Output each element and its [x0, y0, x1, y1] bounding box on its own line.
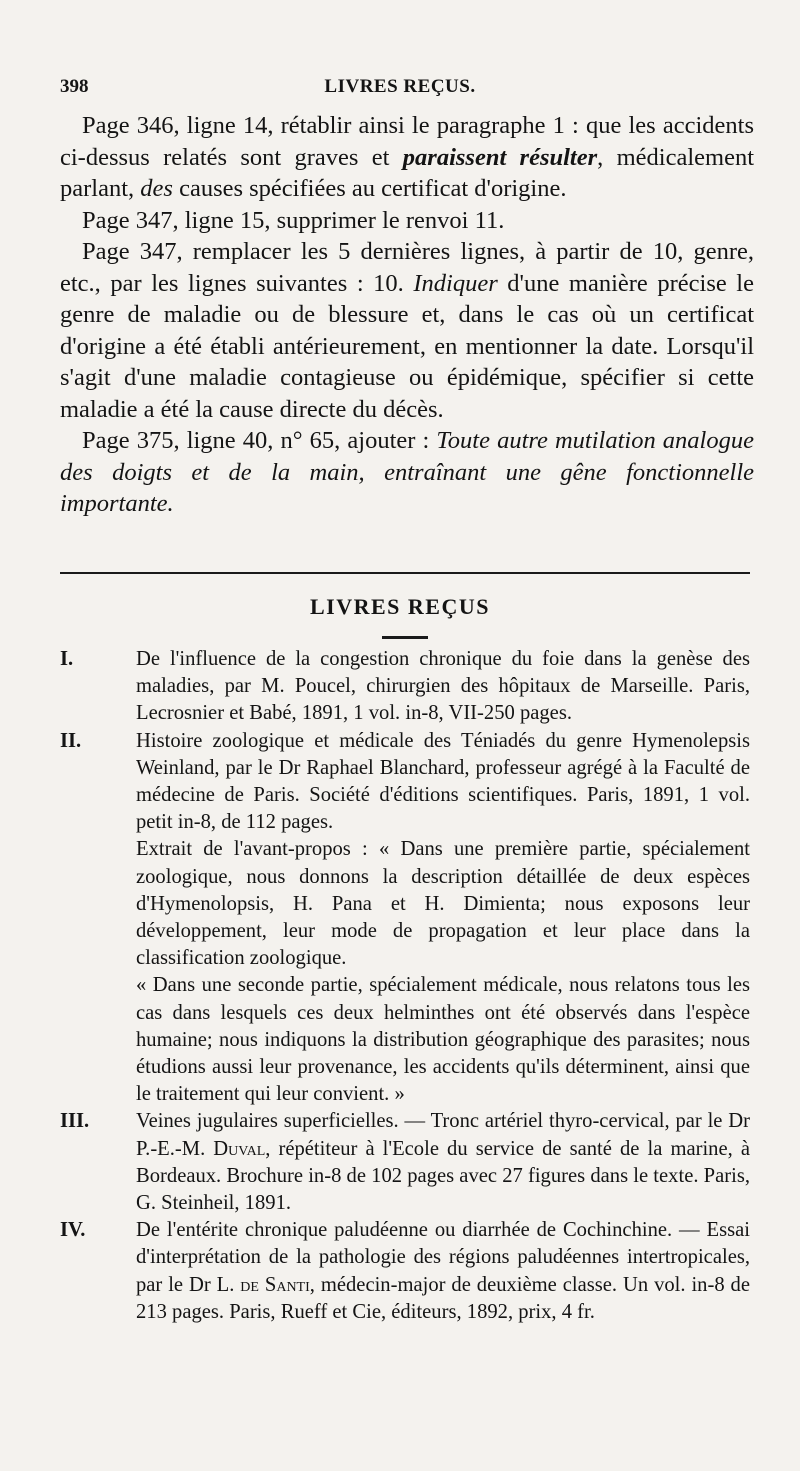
title-underline: [382, 636, 428, 639]
list-item: [60, 1108, 750, 1217]
item-numeral: IV.: [60, 1219, 86, 1242]
page-number: 398: [60, 76, 89, 97]
errata-section: [60, 110, 754, 520]
item-text: De l'influence de la congestion chronique du foie dans la genèse des maladies, par M. Poucel, chirurgien des hôpitaux de Marseille. Paris, Lecrosnier et Babé, 1891, 1 vol. in-8, VII-250 pages.: [136, 648, 750, 725]
item-text: Veines jugulaires superficielles. — Tronc artériel thyro-cervical, par le Dr P.-E.-M. Duval, répétiteur à l'Ecole du service de santé de la marine, à Bordeaux. Brochure in-8 de 102 pages avec 27 figures dans le texte. Paris, G. Steinheil, 1891.: [136, 1110, 750, 1215]
list-item: [60, 646, 750, 728]
list-item: [60, 1217, 750, 1326]
section-title: LIVRES REÇUS: [310, 594, 490, 619]
section-divider: [60, 572, 750, 574]
item-numeral: I.: [60, 648, 74, 670]
list-item: [60, 728, 750, 1109]
running-title: LIVRES REÇUS.: [324, 76, 476, 97]
errata-paragraph: Page 346, ligne 14, rétablir ainsi le paragraphe 1 : que les accidents ci-dessus relatés sont graves et paraissent résulter, médicalement parlant, des causes spécifiées au certificat d'origine.: [60, 112, 754, 202]
excerpt-paragraph: Extrait de l'avant-propos : « Dans une première partie, spécialement zoologique, nous donnons la description détaillée de deux espèces d'Hymenolopsis, H. Pana et H. Dimienta; nous exposons leur développement, leur mode de propagation et leur place dans la classification zoologique.: [136, 838, 750, 970]
books-list: [60, 646, 750, 1326]
errata-paragraph: Page 347, ligne 15, supprimer le renvoi 11.: [82, 206, 505, 234]
item-text: Histoire zoologique et médicale des Téniadés du genre Hymenolepsis Weinland, par le Dr Raphael Blanchard, professeur agrégé à la Faculté de médecine de Paris. Société d'éditions scientifiques. Paris, 1891, 1 vol. petit in-8, de 112 pages.: [136, 729, 750, 834]
errata-paragraph: Page 347, remplacer les 5 dernières lignes, à partir de 10, genre, etc., par les lignes suivantes : 10. Indiquer d'une manière précise le genre de maladie ou de blessure et, dans le cas où un certificat d'origine a été établi antérieurement, en mentionner la date. Lorsqu'il s'agit d'une maladie contagieuse ou épidémique, spécifier si cette maladie a été la cause directe du décès.: [60, 238, 754, 423]
excerpt: [136, 836, 750, 1108]
item-text: De l'entérite chronique paludéenne ou diarrhée de Cochinchine. — Essai d'interprétation de la pathologie des régions paludéennes intertropicales, par le Dr L. de Santi, médecin-major de deuxième classe. Un vol. in-8 de 213 pages. Paris, Rueff et Cie, éditeurs, 1892, prix, 4 fr.: [136, 1219, 750, 1323]
item-numeral: III.: [60, 1110, 90, 1133]
item-numeral: II.: [60, 729, 82, 752]
errata-paragraph: Page 375, ligne 40, n° 65, ajouter : Toute autre mutilation analogue des doigts et de la main, entraînant une gêne fonctionnelle importante.: [60, 427, 754, 517]
page-header: [60, 76, 740, 104]
excerpt-paragraph: « Dans une seconde partie, spécialement médicale, nous relatons tous les cas dans lesquels ces deux helminthes ont été observés dans l'espèce humaine; nous indiquons la distribution géographique des parasites; nous étudions aussi leur provenance, les accidents qu'ils déterminent, ainsi que le traitement qui leur convient. »: [136, 974, 750, 1106]
